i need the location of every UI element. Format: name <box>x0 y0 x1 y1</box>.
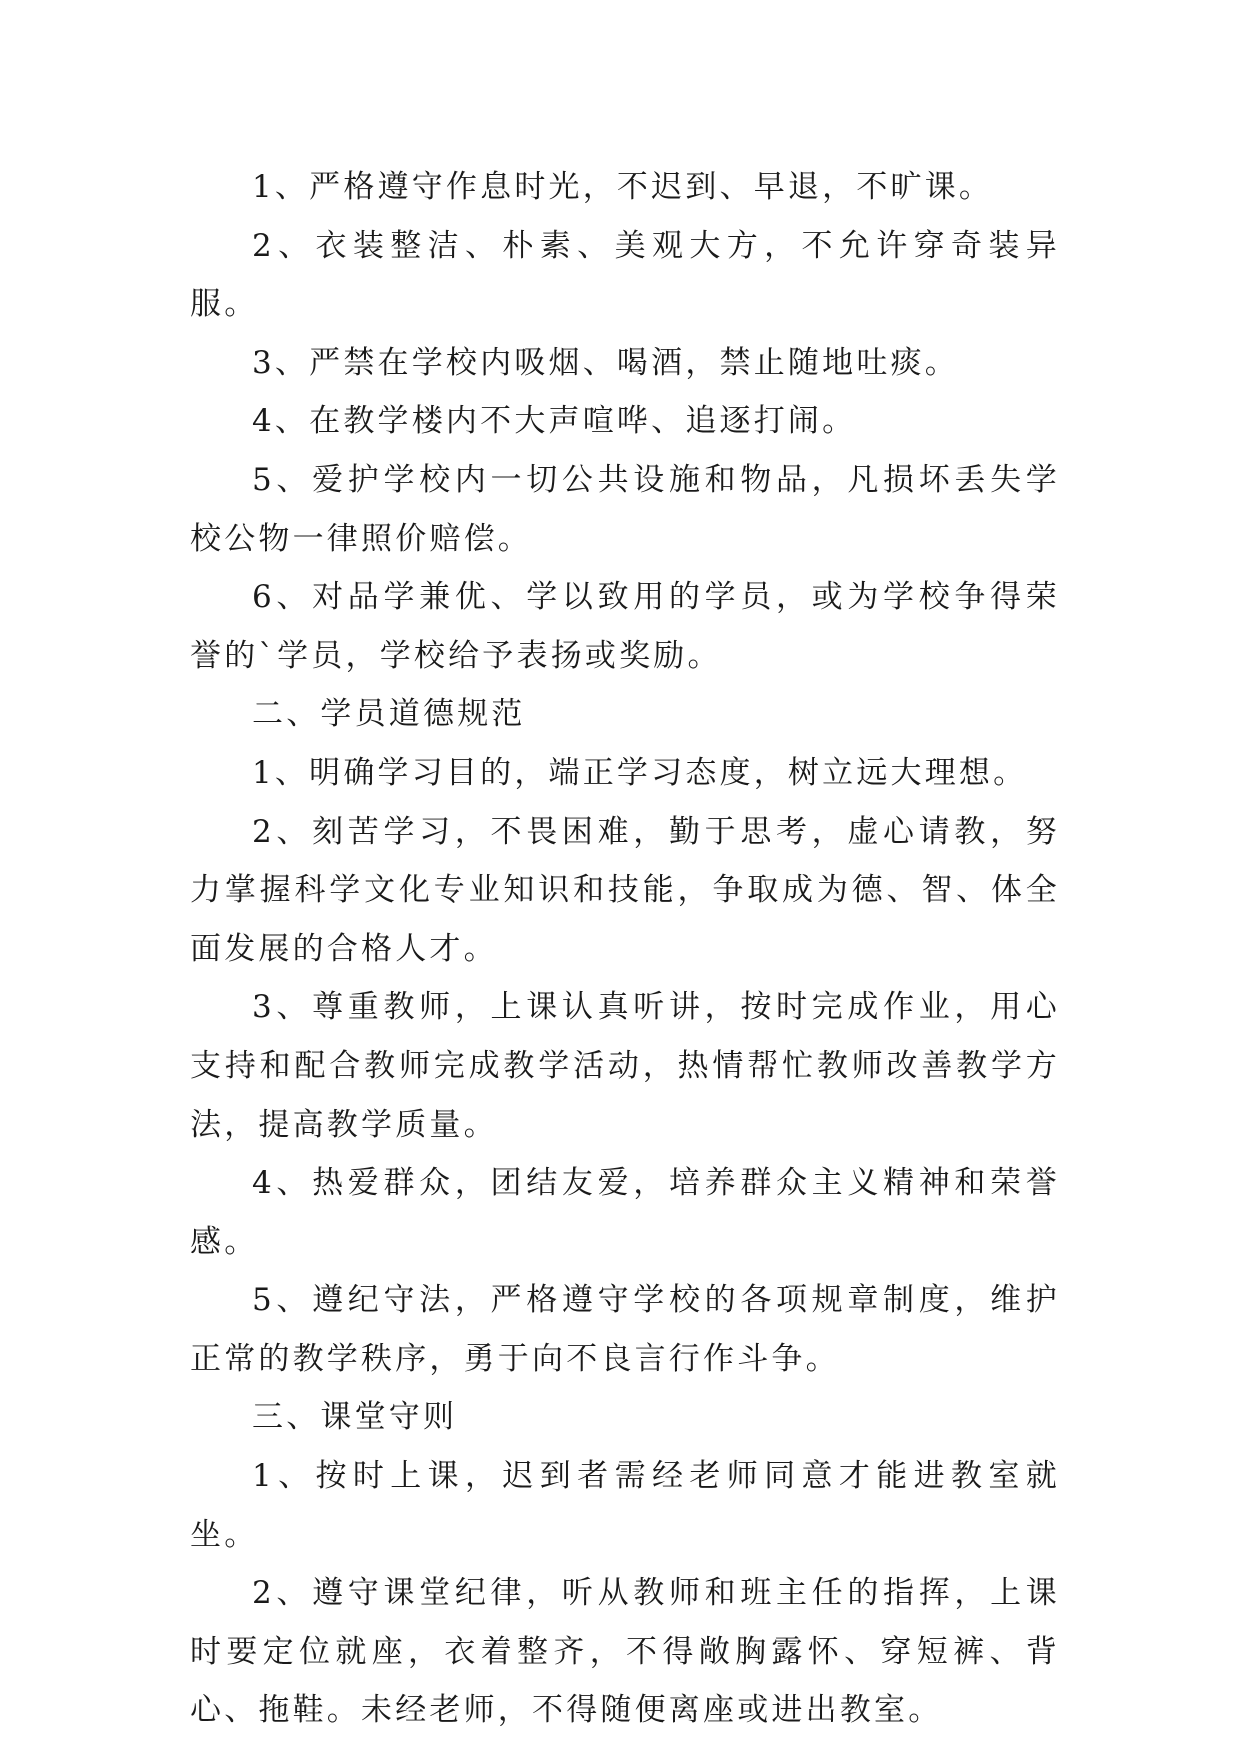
section-heading: 二、学员道德规范 <box>252 696 526 733</box>
document-body <box>190 158 1060 1740</box>
paragraph: 1、按时上课，迟到者需经老师同意才能进教室就坐。 <box>190 1458 1060 1553</box>
paragraph: 2、刻苦学习，不畏困难，勤于思考，虚心请教，努力掌握科学文化专业知识和技能，争取成为德、智、体全面发展的合格人才。 <box>190 813 1060 967</box>
paragraph: 4、在教学楼内不大声喧哗、追逐打闹。 <box>252 403 857 440</box>
paragraph: 1、明确学习目的，端正学习态度，树立远大理想。 <box>252 754 1028 791</box>
paragraph: 2、衣装整洁、朴素、美观大方，不允许穿奇装异服。 <box>190 227 1060 323</box>
paragraph: 5、爱护学校内一切公共设施和物品，凡损坏丢失学校公物一律照价赔偿。 <box>190 461 1060 557</box>
paragraph: 3、尊重教师，上课认真听讲，按时完成作业，用心支持和配合教师完成教学活动，热情帮忙教师改善教学方法，提高教学质量。 <box>190 989 1060 1143</box>
paragraph: 2、遵守课堂纪律，听从教师和班主任的指挥，上课时要定位就座，衣着整齐，不得敞胸露怀、穿短裤、背心、拖鞋。未经老师，不得随便离座或进出教室。 <box>190 1575 1060 1729</box>
section-heading: 三、课堂守则 <box>252 1399 458 1436</box>
paragraph: 1、严格遵守作息时光，不迟到、早退，不旷课。 <box>252 169 994 205</box>
paragraph: 6、对品学兼优、学以致用的学员，或为学校争得荣誉的`学员，学校给予表扬或奖励。 <box>190 579 1060 674</box>
paragraph: 5、遵纪守法，严格遵守学校的各项规章制度，维护正常的教学秩序，勇于向不良言行作斗争。 <box>190 1282 1060 1377</box>
paragraph: 3、严禁在学校内吸烟、喝酒，禁止随地吐痰。 <box>252 344 959 381</box>
paragraph: 4、热爱群众，团结友爱，培养群众主义精神和荣誉感。 <box>190 1165 1060 1260</box>
